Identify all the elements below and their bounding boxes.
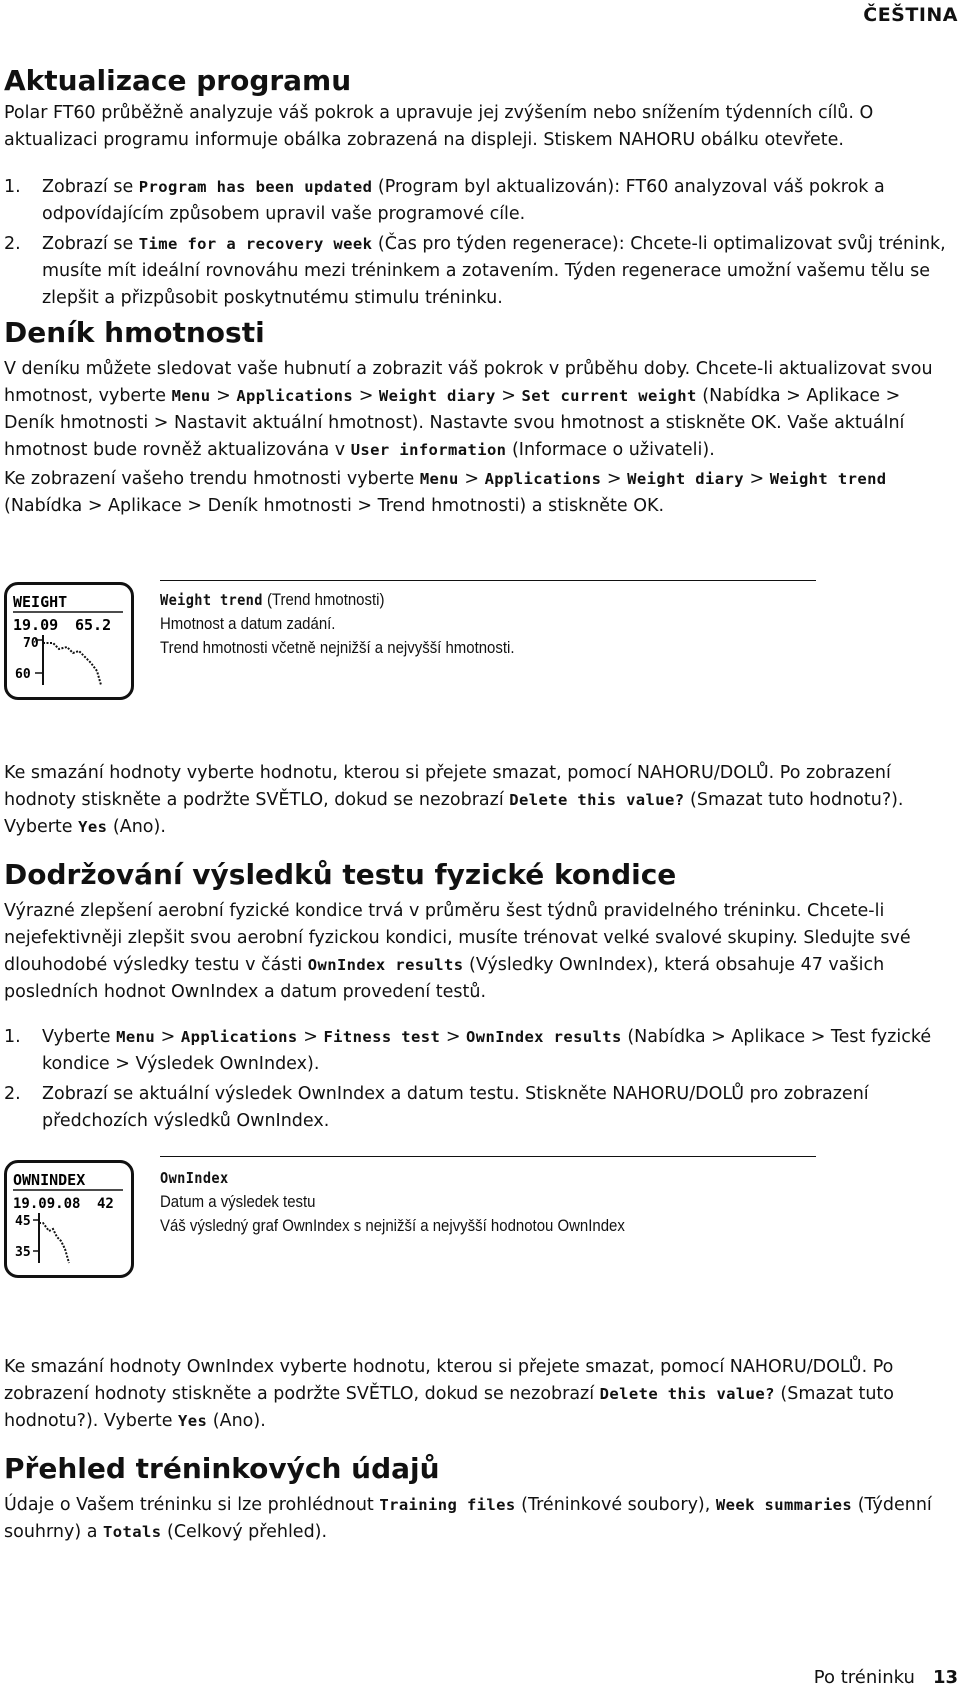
screen-legend: Weight trend (Trend hmotnosti) Hmotnost a datum zadání. Trend hmotnosti včetně nejnižší a nejvyšší hmotnosti. (160, 590, 515, 657)
screen-y-top: 45 (15, 1214, 31, 1229)
section-title-weight-diary: Deník hmotnosti (4, 316, 265, 349)
paragraph: Ke smazání hodnoty OwnIndex vyberte hodnotu, kterou si přejete smazat, pomocí NAHORU/DOLŮ. Po zobrazení hodnoty stiskněte a podržte SVĚTLO, dokud se nezobrazí Delete this value? (Smazat tuto hodnotu?). Vyberte Yes (Ano). (4, 1357, 894, 1431)
section-title-training-overview: Přehled tréninkových údajů (4, 1452, 440, 1485)
paragraph: Polar FT60 průběžně analyzuje váš pokrok a upravuje jej zvýšením nebo snížením týdenních cílů. O aktualizaci programu informuje obálka zobrazená na displeji. Stiskem NAHORU obálku otevřete. (4, 103, 874, 150)
steps-list (4, 1024, 954, 1138)
list-item: 2. Zobrazí se Time for a recovery week (Čas pro týden regenerace): Chcete-li optimalizovat svůj trénink, musíte mít ideální rovnováhu mezi tréninkem a zotavením. Týden regenerace umožní vašemu tělu se zlepšit a přizpůsobit poskytnutému stimulu tréninku. (4, 234, 946, 308)
screen-date: 19.09 (13, 616, 59, 634)
footer-section: Po tréninku (813, 1667, 915, 1688)
list-item: 1. Vyberte Menu > Applications > Fitness test > OwnIndex results (Nabídka > Aplikace > Test fyzické kondice > Výsledek OwnIndex). (4, 1027, 932, 1074)
weight-screen-graphic (13, 593, 125, 689)
screen-value: 65.2 (75, 616, 112, 634)
divider (160, 1156, 816, 1157)
steps-list (4, 174, 954, 315)
screen-title: WEIGHT (13, 593, 68, 611)
screen-legend: OwnIndex Datum a výsledek testu Váš výsledný graf OwnIndex s nejnižší a nejvyšší hodnotou OwnIndex (160, 1169, 625, 1235)
paragraph: V deníku můžete sledovat vaše hubnutí a zobrazit váš pokrok v průběhu doby. Chcete-li aktualizovat svou hmotnost, vyberte Menu > Applications > Weight diary > Set current weight (Nabídka > Aplikace > Deník hmotnosti > Nastavit aktuální hmotnost). Nastavte svou hmotnost a stiskněte OK. Vaše aktuální hmotnost bude rovněž aktualizována v User information (Informace o uživateli). (4, 359, 933, 460)
paragraph: Údaje o Vašem tréninku si lze prohlédnout Training files (Tréninkové soubory), Week summaries (Týdenní souhrny) a Totals (Celkový přehled). (4, 1495, 932, 1542)
screen-value: 42 (97, 1196, 114, 1212)
page-footer (814, 1667, 958, 1688)
watch-screen (4, 582, 134, 700)
paragraph: Ke smazání hodnoty vyberte hodnotu, kterou si přejete smazat, pomocí NAHORU/DOLŮ. Po zobrazení hodnoty stiskněte a podržte SVĚTLO, dokud se nezobrazí Delete this value? (Smazat tuto hodnotu?). Vyberte Yes (Ano). (4, 763, 904, 837)
divider (160, 580, 816, 581)
paragraph: Výrazné zlepšení aerobní fyzické kondice trvá v průměru šest týdnů pravidelného tréninku. Chcete-li nejefektivněji zlepšit svou aerobní fyzickou kondici, musíte trénovat velké svalové skupiny. Sledujte své dlouhodobé výsledky testu v části OwnIndex results (Výsledky OwnIndex), která obsahuje 47 vašich posledních hodnot OwnIndex a datum provedení testů. (4, 901, 911, 1002)
section-title-fitness-test: Dodržování výsledků testu fyzické kondice (4, 858, 677, 891)
screen-y-top: 70 (23, 636, 39, 651)
screen-y-bottom: 60 (15, 667, 31, 682)
screen-y-bottom: 35 (15, 1245, 31, 1260)
paragraph: Ke zobrazení vašeho trendu hmotnosti vyberte Menu > Applications > Weight diary > Weight trend (Nabídka > Aplikace > Deník hmotnosti > Trend hmotnosti) a stiskněte OK. (4, 469, 887, 516)
list-item: 2. Zobrazí se aktuální výsledek OwnIndex a datum testu. Stiskněte NAHORU/DOLŮ pro zobrazení předchozích výsledků OwnIndex. (4, 1084, 869, 1131)
language-label: ČEŠTINA (863, 4, 958, 26)
ownindex-screen-graphic (13, 1171, 125, 1267)
watch-screen (4, 1160, 134, 1278)
section-title-program-update: Aktualizace programu (4, 64, 352, 97)
list-item: 1. Zobrazí se Program has been updated (Program byl aktualizován): FT60 analyzoval váš pokrok a odpovídajícím způsobem upravil vaše programové cíle. (4, 177, 885, 224)
screen-title: OWNINDEX (13, 1171, 86, 1189)
page-number: 13 (932, 1667, 958, 1688)
screen-date: 19.09.08 (13, 1196, 81, 1212)
